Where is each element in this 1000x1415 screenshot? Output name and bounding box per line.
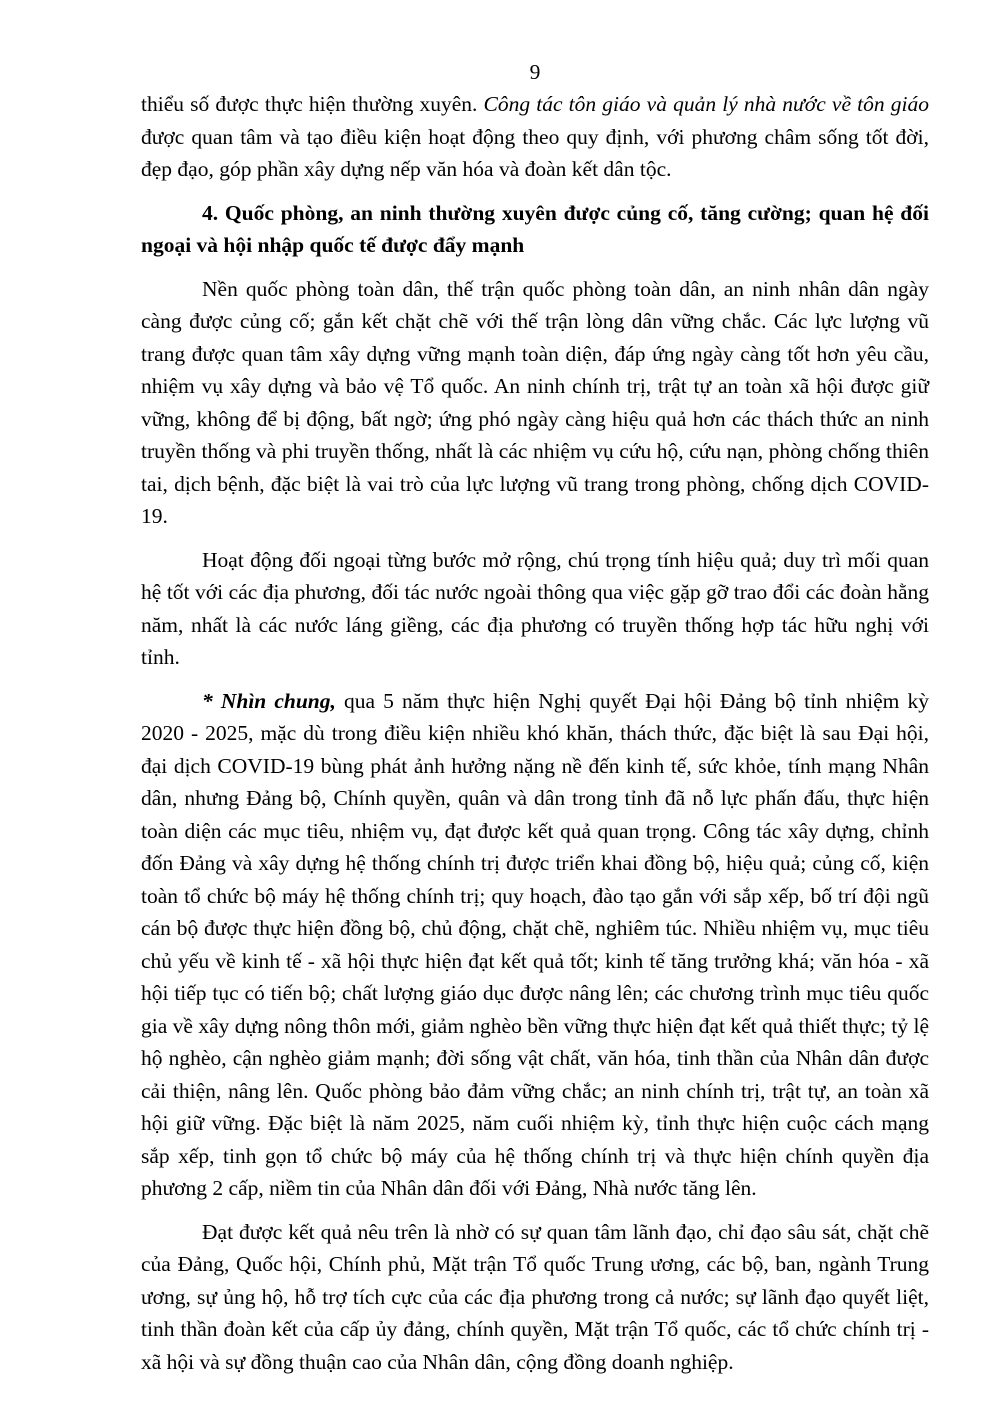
paragraph-overview: [141, 685, 929, 1205]
paragraph-religion: [141, 88, 929, 186]
paragraph-achievements: Đạt được kết quả nêu trên là nhờ có sự quan tâm lãnh đạo, chỉ đạo sâu sát, chặt chẽ của Đảng, Quốc hội, Chính phủ, Mặt trận Tổ quốc Trung ương, các bộ, ban, ngành Trung ương, sự ủng hộ, hỗ trợ tích cực của các địa phương trong cả nước; sự lãnh đạo quyết liệt, tinh thần đoàn kết của cấp ủy đảng, chính quyền, Mặt trận Tổ quốc, các tổ chức chính trị - xã hội và sự đồng thuận cao của Nhân dân, cộng đồng doanh nghiệp.: [141, 1219, 929, 1374]
overview-lead: * Nhìn chung,: [202, 688, 336, 713]
page-number: 9: [529, 60, 541, 84]
section-4-heading: 4. Quốc phòng, an ninh thường xuyên được củng cố, tăng cường; quan hệ đối ngoại và hội nhập quốc tế được đẩy mạnh: [141, 200, 929, 257]
overview-text: qua 5 năm thực hiện Nghị quyết Đại hội Đảng bộ tỉnh nhiệm kỳ 2020 - 2025, mặc dù trong điều kiện nhiều khó khăn, thách thức, đặc biệt là sau Đại hội, đại dịch COVID-19 bùng phát ảnh hưởng nặng nề đến kinh tế, sức khỏe, tính mạng Nhân dân, nhưng Đảng bộ, Chính quyền, quân và dân trong tỉnh đã nỗ lực phấn đấu, thực hiện toàn diện các mục tiêu, nhiệm vụ, đạt được kết quả quan trọng. Công tác xây dựng, chỉnh đốn Đảng và xây dựng hệ thống chính trị được triển khai đồng bộ, hiệu quả; củng cố, kiện toàn tổ chức bộ máy hệ thống chính trị; quy hoạch, đào tạo gắn với sắp xếp, bố trí đội ngũ cán bộ được thực hiện đồng bộ, chủ động, chặt chẽ, nghiêm túc. Nhiều nhiệm vụ, mục tiêu chủ yếu về kinh tế - xã hội thực hiện đạt kết quả tốt; kinh tế tăng trưởng khá; văn hóa - xã hội tiếp tục có tiến bộ; chất lượng giáo dục được nâng lên; các chương trình mục tiêu quốc gia về xây dựng nông thôn mới, giảm nghèo bền vững thực hiện đạt kết quả thiết thực; tỷ lệ hộ nghèo, cận nghèo giảm mạnh; đời sống vật chất, văn hóa, tinh thần của Nhân dân được cải thiện, nâng lên. Quốc phòng bảo đảm vững chắc; an ninh chính trị, trật tự, an toàn xã hội giữ vững. Đặc biệt là năm 2025, năm cuối nhiệm kỳ, tỉnh thực hiện cuộc cách mạng sắp xếp, tinh gọn tổ chức bộ máy của hệ thống chính trị và thực hiện chính quyền địa phương 2 cấp, niềm tin của Nhân dân đối với Đảng, Nhà nước tăng lên.: [141, 688, 929, 1200]
paragraph-defense: Nền quốc phòng toàn dân, thế trận quốc phòng toàn dân, an ninh nhân dân ngày càng được củng cố; gắn kết chặt chẽ với thế trận lòng dân vững chắc. Các lực lượng vũ trang được quan tâm xây dựng vững mạnh toàn diện, đáp ứng ngày càng tốt hơn yêu cầu, nhiệm vụ xây dựng và bảo vệ Tổ quốc. An ninh chính trị, trật tự an toàn xã hội được giữ vững, không để bị động, bất ngờ; ứng phó ngày càng hiệu quả hơn các thách thức an ninh truyền thống và phi truyền thống, nhất là các nhiệm vụ cứu hộ, cứu nạn, phòng chống thiên tai, dịch bệnh, đặc biệt là vai trò của lực lượng vũ trang trong phòng, chống dịch COVID-19.: [141, 276, 929, 528]
paragraph-religion-text-1: thiểu số được thực hiện thường xuyên.: [141, 92, 484, 116]
paragraph-foreign-affairs: Hoạt động đối ngoại từng bước mở rộng, chú trọng tính hiệu quả; duy trì mối quan hệ tốt với các địa phương, đối tác nước ngoài thông qua việc gặp gỡ trao đổi các đoàn hằng năm, nhất là các nước láng giềng, các địa phương có truyền thống hợp tác hữu nghị với tỉnh.: [141, 547, 929, 669]
paragraph-religion-text-2: được quan tâm và tạo điều kiện hoạt động theo quy định, với phương châm sống tốt đời, đẹp đạo, góp phần xây dựng nếp văn hóa và đoàn kết dân tộc.: [141, 124, 929, 181]
document-page: [141, 56, 929, 1378]
paragraph-religion-italic: Công tác tôn giáo và quản lý nhà nước về tôn giáo: [483, 92, 929, 116]
